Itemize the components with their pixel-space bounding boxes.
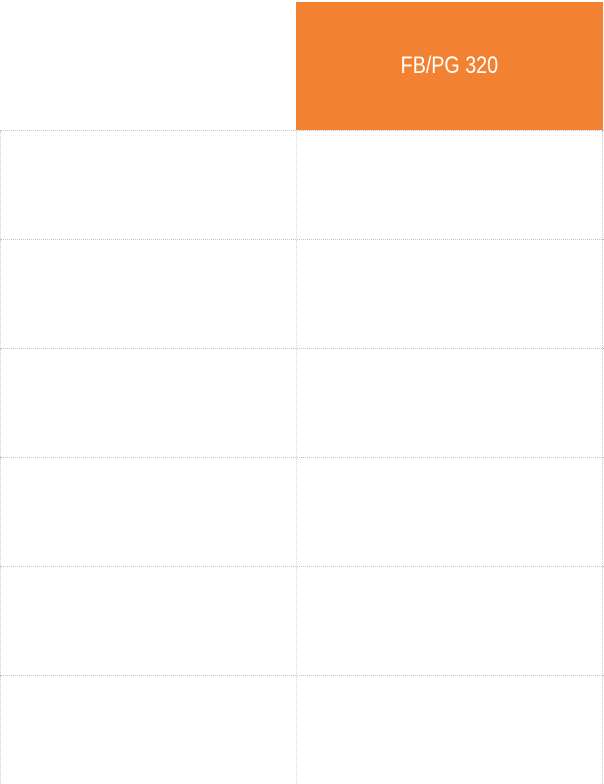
- row-label-cell: [0, 567, 296, 675]
- table-row: [0, 130, 604, 239]
- table-row: [0, 457, 604, 566]
- row-label-cell: [0, 240, 296, 348]
- row-value-cell: [296, 458, 603, 566]
- table-row: [0, 239, 604, 348]
- row-label-cell: [0, 349, 296, 457]
- table-header-row: [0, 0, 604, 130]
- table-right-border: [602, 130, 603, 784]
- row-label-cell: [0, 676, 296, 784]
- table-row: [0, 348, 604, 457]
- row-label-cell: [0, 458, 296, 566]
- row-value-cell: [296, 349, 603, 457]
- row-value-cell: [296, 567, 603, 675]
- row-value-cell: [296, 131, 603, 239]
- table-row: [0, 566, 604, 675]
- table-row: [0, 675, 604, 784]
- product-name: FB/PG 320: [400, 52, 499, 79]
- header-empty-cell: [0, 0, 296, 130]
- row-label-cell: [0, 131, 296, 239]
- table-body: [0, 130, 604, 784]
- row-value-cell: [296, 676, 603, 784]
- row-value-cell: [296, 240, 603, 348]
- product-column-header: [296, 2, 603, 130]
